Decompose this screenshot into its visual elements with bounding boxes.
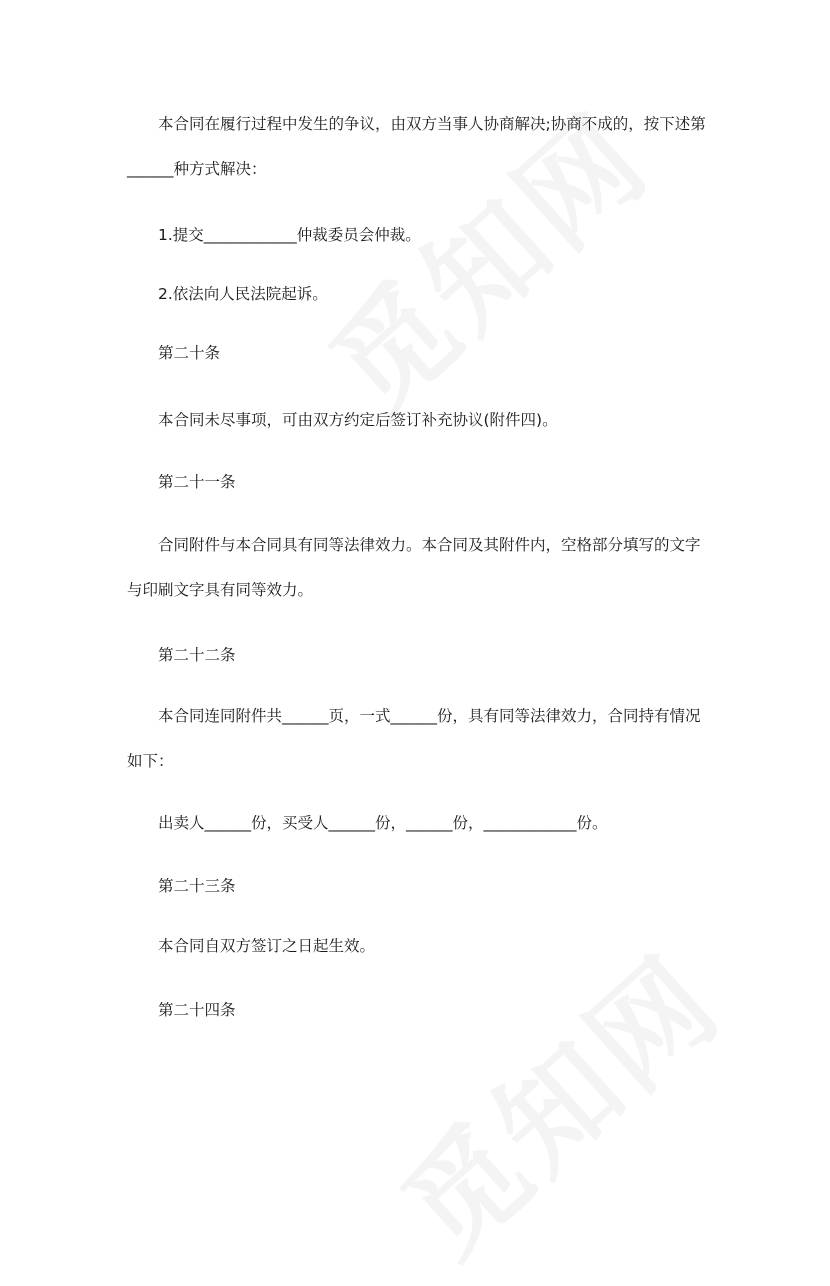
article-heading-20: 第二十条 [158,344,221,362]
paragraph-supplementary-agreement: 本合同未尽事项，可由双方约定后签订补充协议(附件四)。 [158,411,558,429]
paragraph-arbitration-option: 1.提交____________仲裁委员会仲裁。 [158,226,421,244]
paragraph-copy-holders: 出卖人______份，买受人______份，______份，____________份。 [158,814,608,832]
paragraph-dispute-resolution: 本合同在履行过程中发生的争议，由双方当事人协商解决;协商不成的，按下述第______种方式解决： [127,115,706,178]
article-heading-23: 第二十三条 [158,877,236,895]
article-heading-22: 第二十二条 [158,646,236,664]
paragraph-litigation-option: 2.依法向人民法院起诉。 [158,285,328,303]
paragraph-copies: 本合同连同附件共______页，一式______份，具有同等法律效力，合同持有情况如下： [127,707,701,770]
paragraph-annex-validity: 合同附件与本合同具有同等法律效力。本合同及其附件内，空格部分填写的文字与印刷文字具有同等效力。 [127,536,701,599]
paragraph-effective-date: 本合同自双方签订之日起生效。 [158,937,376,955]
article-heading-21: 第二十一条 [158,473,236,491]
article-heading-24: 第二十四条 [158,1001,236,1019]
